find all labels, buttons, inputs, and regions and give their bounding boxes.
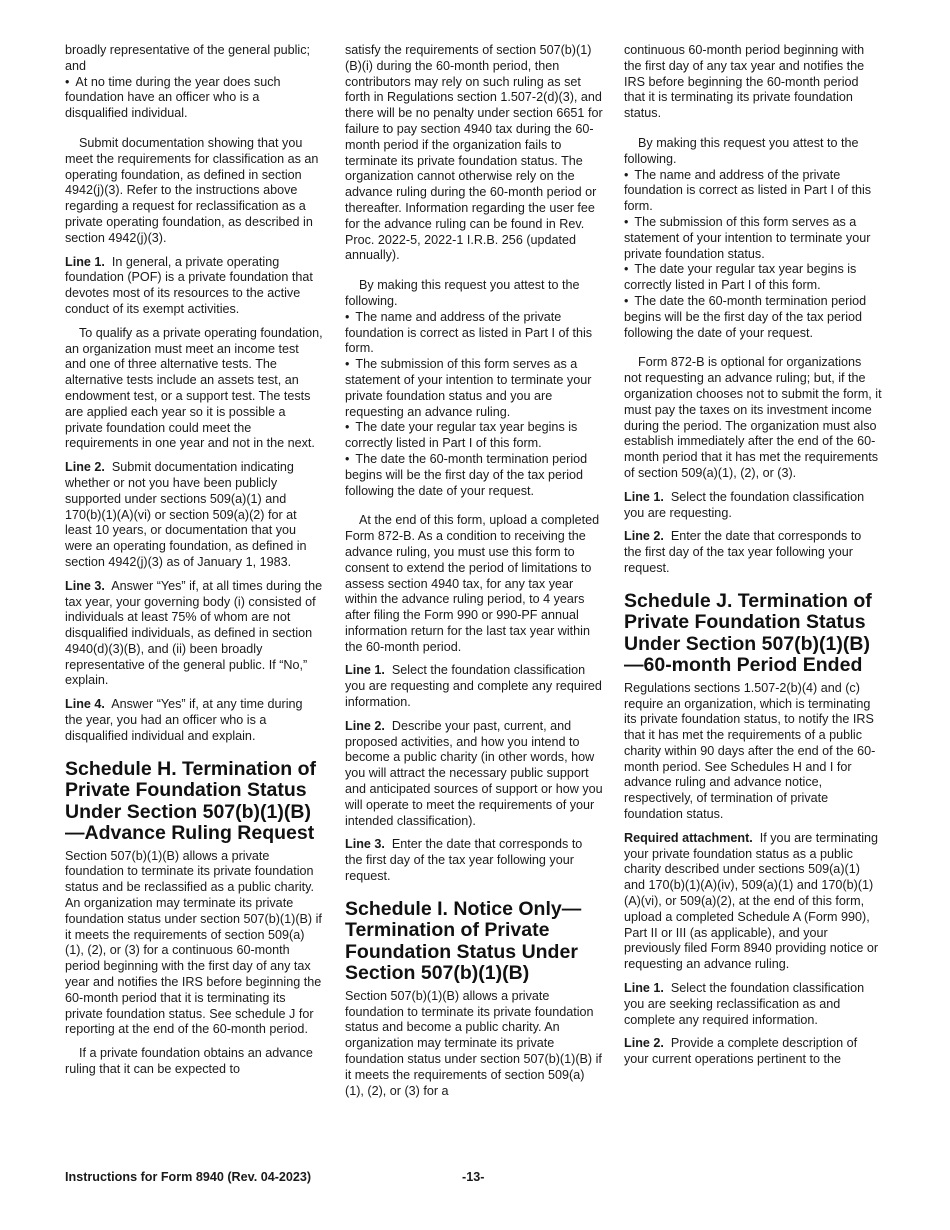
paragraph: Regulations sections 1.507-2(b)(4) and (c) require an organization, which is terminating its private foundation status, to notify the IRS that it has met the requirements of a public charity within 90 days after the end of the 60-month period. See Schedules H and I for advance ruling and advance notice, respectively, of termination of private foundation status. xyxy=(624,680,876,822)
column-1 xyxy=(65,43,323,1086)
line-3-instruction xyxy=(345,837,603,884)
line-label: Line 2. xyxy=(624,1036,664,1051)
paragraph: Section 507(b)(1)(B) allows a private foundation to terminate its private foundation status and become a public charity. An organization may terminate its private foundation status under section 507(b)(1)(B) if it meets the requirements of section 509(a)(1), (2), or (3) for a xyxy=(345,988,602,1098)
line-2-instruction xyxy=(65,460,323,571)
paragraph: To qualify as a private operating foundation, an organization must meet an income test and one of three alternative tests. The alternative tests include an assets test, an endowment test, or a support test. The tests are applied each year so it is possible a private foundation could meet the requirements in one year and not in the next. xyxy=(65,325,323,451)
line-text: Enter the date that corresponds to the first day of the tax year following your request. xyxy=(624,529,862,575)
paragraph: At the end of this form, upload a completed Form 872-B. As a condition to receiving the advance ruling, you must use this form to consent to extend the period of limitations to assess section 4940 tax, for any tax year within the advance ruling period, to 4 years after filing the Form 990 or 990-PF annual information return for the last tax year within the 60-month period. xyxy=(345,513,600,654)
paragraph: Form 872-B is optional for organizations not requesting an advance ruling; but, if the organization chooses not to submit the form, it must pay the taxes on its investment income during the period. The organization must also establish immediately after the end of the 60-month period that it has met the requirements of section 509(a)(1), (2), or (3). xyxy=(624,355,882,480)
line-1-instruction xyxy=(624,981,882,1028)
footer-page-number: -13- xyxy=(462,1170,485,1184)
column-2 xyxy=(345,43,603,1107)
line-text: Describe your past, current, and proposed activities, and how you intend to become a public charity (in other words, how you will attract the necessary public support and anticipated sources of support or how you will operate to meet the requirements of your intended classification). xyxy=(345,718,603,828)
schedule-j-heading: Schedule J. Termination of Private Foundation Status Under Section 507(b)(1)(B)—60-month Period Ended xyxy=(624,589,872,677)
line-text: Provide a complete description of your current operations pertinent to the xyxy=(624,1036,858,1067)
bullet-item: • The date your regular tax year begins is correctly listed in Part I of this form. xyxy=(624,262,882,294)
paragraph: broadly representative of the general public; and xyxy=(65,43,311,73)
paragraph: continuous 60-month period beginning with the first day of any tax year and notifies the IRS before beginning the 60-month period that it is terminating its private foundation status. xyxy=(624,43,865,121)
paragraph: If a private foundation obtains an advance ruling that it can be expected to xyxy=(65,1046,313,1077)
line-label: Line 1. xyxy=(345,663,385,678)
paragraph: By making this request you attest to the following. xyxy=(624,135,859,166)
column-3 xyxy=(624,43,882,1076)
line-text: Select the foundation classification you are requesting and complete any required information. xyxy=(345,663,602,710)
paragraph: satisfy the requirements of section 507(b)(1)(B)(i) during the 60-month period, then contributors may rely on such ruling as set forth in Regulations section 1.507-2(d)(3), and there will be no penalty under section 6651 for failure to pay section 4940 tax during the 60-month period if the organization fails to terminate its private foundation status. The organization cannot otherwise rely on the advance ruling during the 60-month period or thereafter. Information regarding the user fee for the advance ruling can be found in Rev. Proc. 2022-5, 2022-1 I.R.B. 256 (updated annually). xyxy=(345,43,603,263)
required-attachment-note xyxy=(624,831,882,973)
line-label: Line 4. xyxy=(65,697,105,712)
line-label: Line 1. xyxy=(624,981,664,996)
paragraph: Section 507(b)(1)(B) allows a private foundation to terminate its private foundation status and be reclassified as a public charity. An organization may terminate its private foundation status under section 507(b)(1)(B) if it meets the requirements of section 509(a)(1), (2), or (3) for a continuous 60-month period beginning with the first day of any tax year and notifies the IRS before beginning the 60-month period that it is terminating its private foundation status. See schedule J for reporting at the end of the 60-month period. xyxy=(65,848,322,1037)
bullet-item: • The name and address of the private foundation is correct as listed in Part I of this form. xyxy=(624,168,882,215)
line-label: Line 1. xyxy=(624,489,664,504)
line-4-instruction xyxy=(65,697,323,744)
note-text: If you are terminating your private foundation status as a public charity described under sections 509(a)(1) and 170(b)(1)(A)(iv), 509(a)(1) and 170(b)(1)(A)(vi), or 509(a)(2), at the end of this form, upload a completed Schedule A (Form 990), Part II or III (as applicable), and your previously filed Form 8940 providing notice or requesting an advance ruling. xyxy=(624,830,879,972)
footer-form-title: Instructions for Form 8940 (Rev. 04-2023) xyxy=(65,1170,312,1184)
line-1-instruction xyxy=(345,663,603,710)
bullet-item: • The date the 60-month termination period begins will be the first day of the tax period following the date of your request. xyxy=(624,294,882,341)
line-text: Select the foundation classification you are requesting. xyxy=(624,489,865,520)
line-label: Line 3. xyxy=(65,578,105,593)
schedule-h-heading: Schedule H. Termination of Private Foundation Status Under Section 507(b)(1)(B)—Advance Ruling Request xyxy=(65,757,316,845)
line-1-instruction xyxy=(624,490,882,522)
line-label: Line 2. xyxy=(345,718,385,733)
bullet-item: • The submission of this form serves as a statement of your intention to terminate your private foundation status and you are requesting an advance ruling. xyxy=(345,357,603,420)
line-text: Answer “Yes” if, at all times during the tax year, your governing body (i) consisted of individuals at least 75% of whom are not disqualified individuals, as defined in section 4940(d)(3)(B), and (ii) been broadly representative of the general public. If “No,” explain. xyxy=(65,578,323,688)
line-2-instruction xyxy=(345,719,603,830)
line-3-instruction xyxy=(65,579,323,690)
schedule-i-heading: Schedule I. Notice Only—Termination of Private Foundation Status Under Section 507(b)(1)(B) xyxy=(345,897,582,985)
line-label: Line 1. xyxy=(65,254,105,269)
paragraph: Submit documentation showing that you meet the requirements for classification as an operating foundation, as defined in section 4942(j)(3). Refer to the instructions above regarding a request for reclassification as a private operating foundation, as described in section 4942(j)(3). xyxy=(65,135,319,245)
paragraph: By making this request you attest to the following. xyxy=(345,278,580,308)
line-2-instruction xyxy=(624,529,882,576)
bullet-item: • The date your regular tax year begins is correctly listed in Part I of this form. xyxy=(345,420,603,452)
bullet-item: • The date the 60-month termination period begins will be the first day of the tax period following the date of your request. xyxy=(345,452,603,499)
line-text: Enter the date that corresponds to the first day of the tax year following your request. xyxy=(345,837,583,884)
line-text: Select the foundation classification you are seeking reclassification as and complete any required information. xyxy=(624,981,865,1027)
bullet-item: • The name and address of the private foundation is correct as listed in Part I of this form. xyxy=(345,310,603,357)
line-1-instruction xyxy=(65,255,323,318)
line-text: Answer “Yes” if, at any time during the year, you had an officer who is a disqualified individual and explain. xyxy=(65,697,303,743)
line-label: Line 2. xyxy=(624,529,664,544)
bullet-item: • The submission of this form serves as a statement of your intention to terminate your private foundation status. xyxy=(624,215,882,262)
line-label: Line 3. xyxy=(345,837,385,852)
line-label: Line 2. xyxy=(65,460,105,475)
line-2-instruction xyxy=(624,1036,882,1068)
bullet-item: • At no time during the year does such foundation have an officer who is a disqualified individual. xyxy=(65,75,323,122)
line-text: In general, a private operating foundation (POF) is a private foundation that devotes most of its resources to the active conduct of its exempt activities. xyxy=(65,254,313,316)
note-label: Required attachment. xyxy=(624,830,753,845)
line-text: Submit documentation indicating whether or not you have been publicly supported under sections 509(a)(1) and 170(b)(1)(A)(vi) or section 509(a)(2) for at least 10 years, or documentation that you were an operating foundation, as defined in section 4942(j)(3) as of January 1, 1983. xyxy=(65,460,307,569)
